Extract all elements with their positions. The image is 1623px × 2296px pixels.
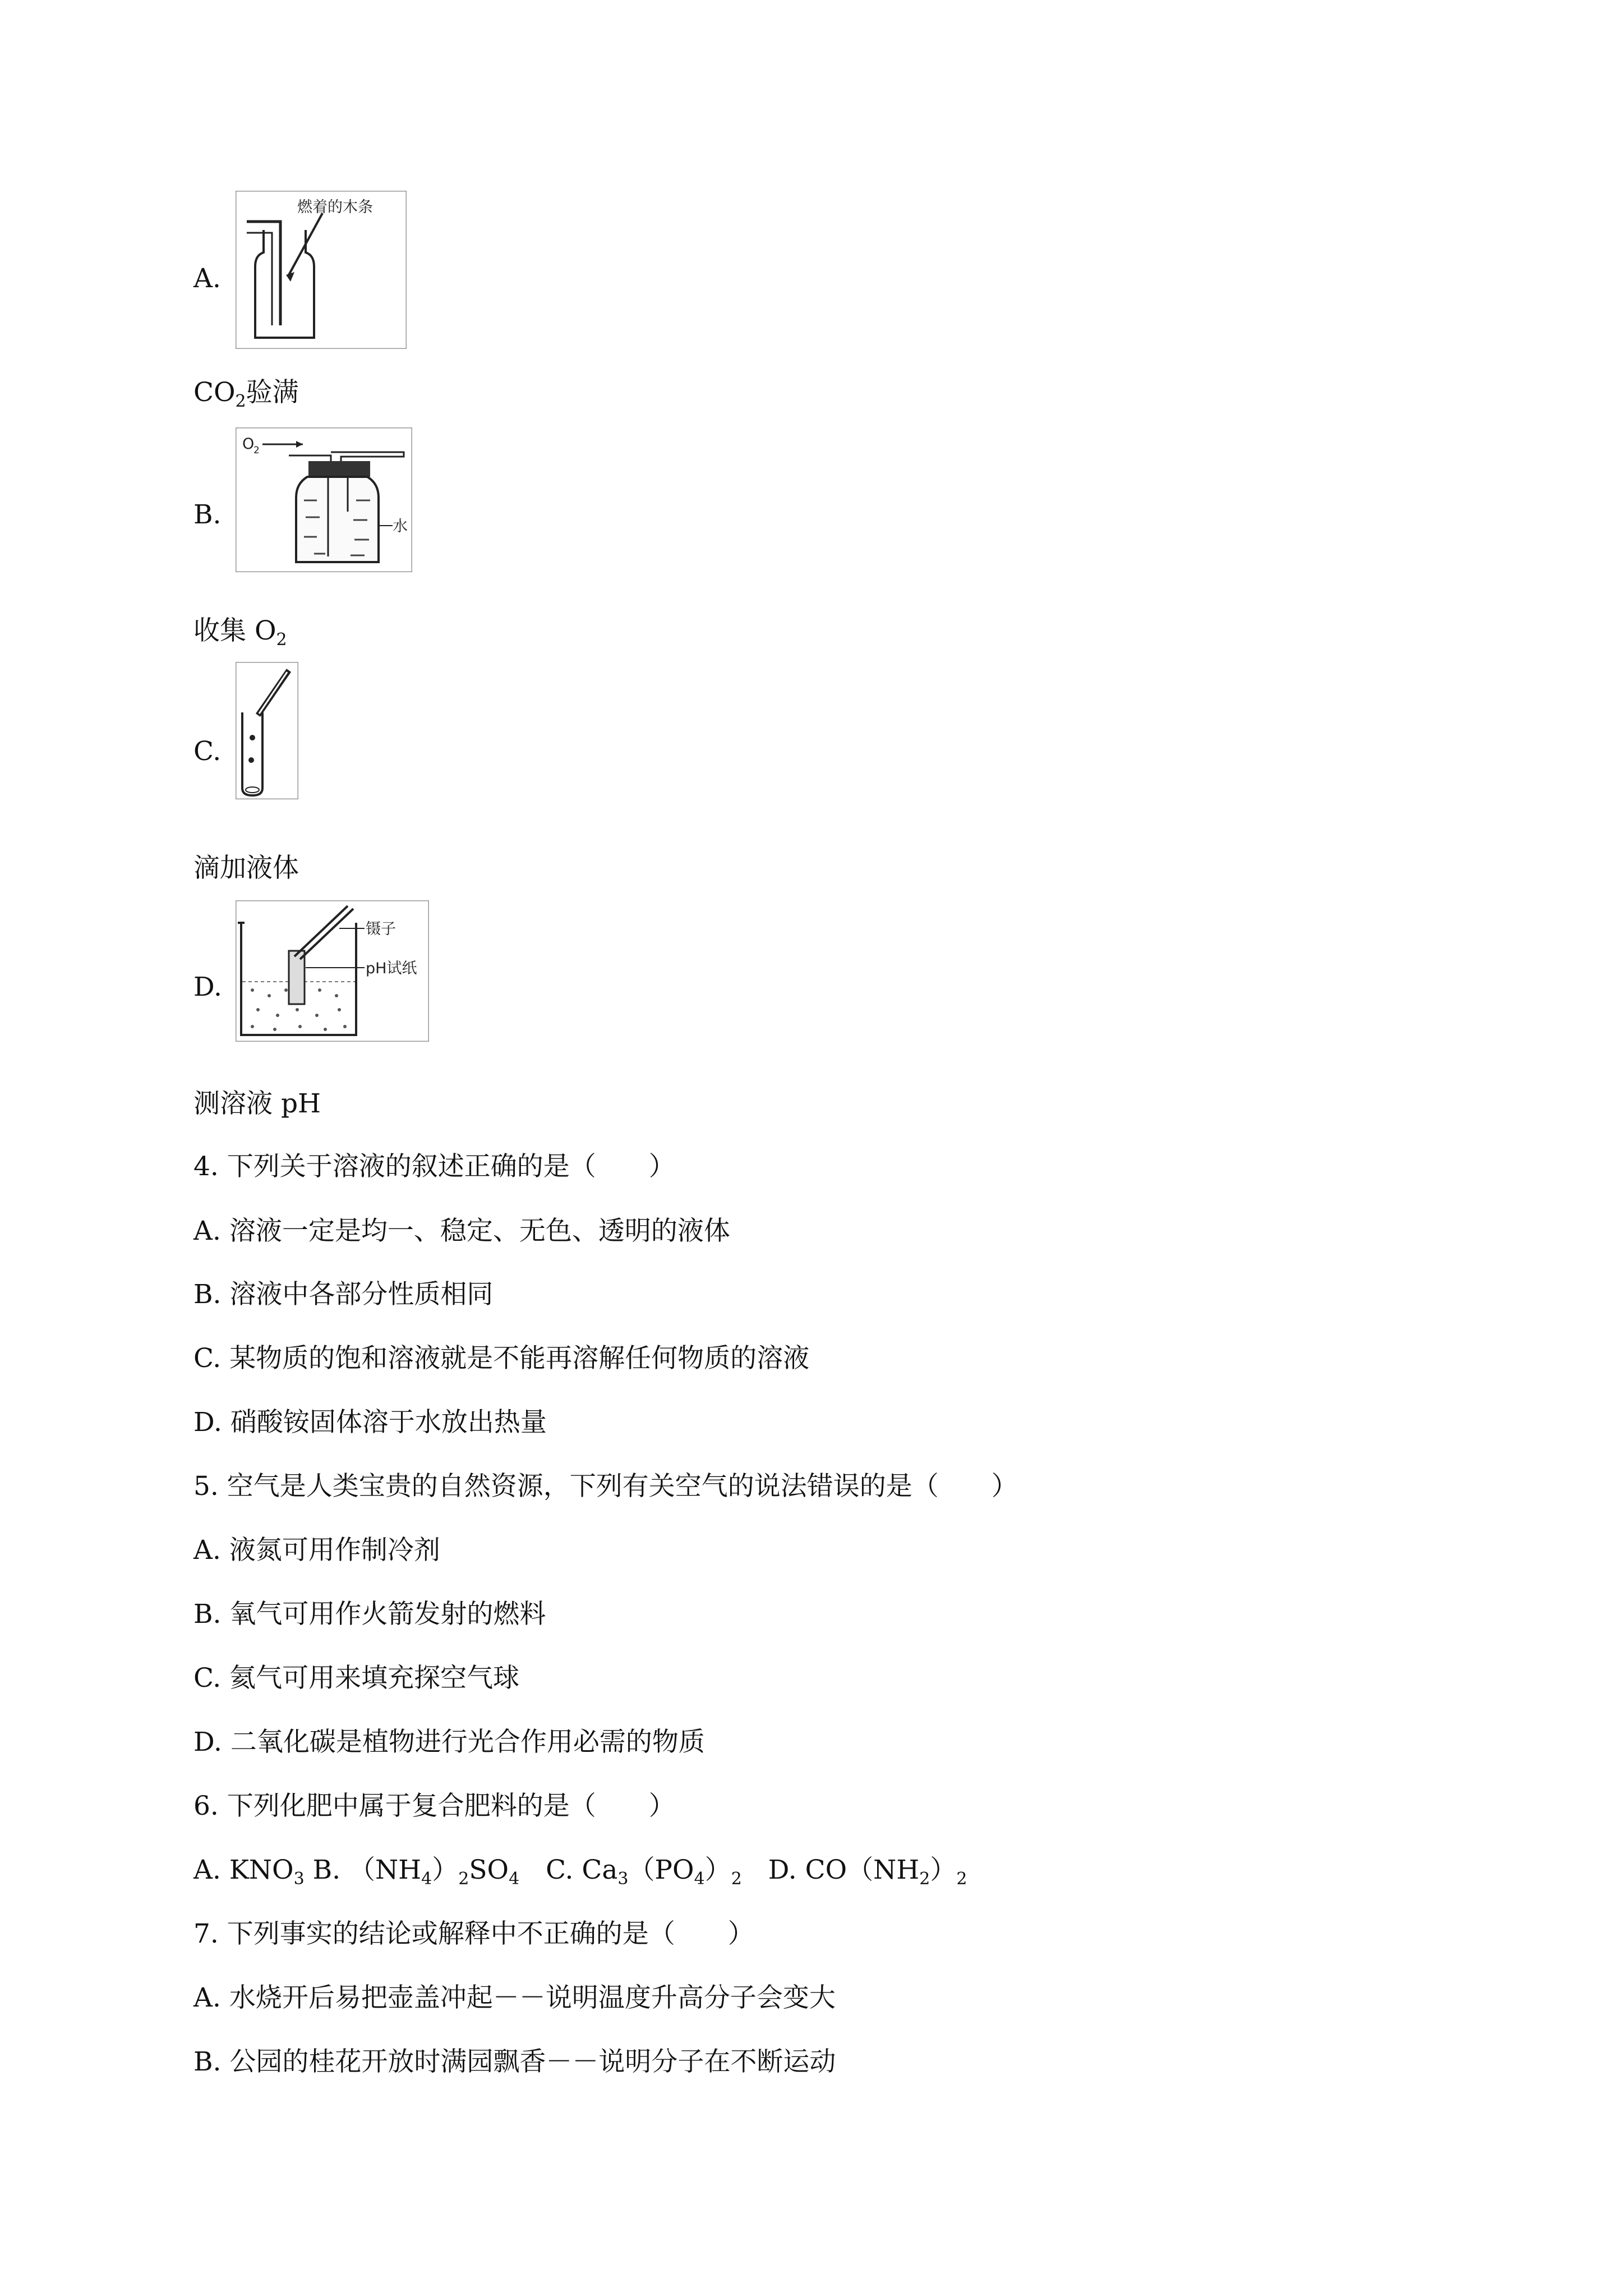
figure-add-liquid — [236, 662, 298, 799]
q7-option-b: B. 公园的桂花开放时满园飘香－－说明分子在不断运动 — [193, 2046, 836, 2077]
q7-option-a: A. 水烧开后易把壶盖冲起－－说明温度升高分子会变大 — [193, 1982, 836, 2013]
figure-co2-test-full — [236, 191, 407, 349]
option-b-label: B. — [193, 499, 222, 530]
svg-text:O: O — [242, 435, 255, 453]
q5-option-d: D. 二氧化碳是植物进行光合作用必需的物质 — [193, 1727, 705, 1757]
q5-stem: 5. 空气是人类宝贵的自然资源，下列有关空气的说法错误的是（ ） — [193, 1471, 1018, 1502]
figure-label-burning-stick: 燃着的木条 — [297, 199, 373, 216]
option-a-label: A. — [193, 263, 221, 294]
q4-option-c: C. 某物质的饱和溶液就是不能再溶解任何物质的溶液 — [193, 1343, 810, 1374]
q5-option-b: B. 氧气可用作火箭发射的燃料 — [193, 1599, 546, 1630]
q4-stem: 4. 下列关于溶液的叙述正确的是（ ） — [193, 1151, 675, 1182]
option-b-caption: 收集 $O_2$ — [193, 615, 287, 650]
q5-option-a: A. 液氮可用作制冷剂 — [193, 1535, 440, 1566]
q5-option-c: C. 氦气可用来填充探空气球 — [193, 1663, 520, 1694]
figure-measure-ph — [236, 900, 429, 1042]
option-c-label: C. — [193, 736, 222, 767]
q4-option-b: B. 溶液中各部分性质相同 — [193, 1279, 494, 1310]
figure-collect-o2 — [236, 427, 412, 572]
q7-stem: 7. 下列事实的结论或解释中不正确的是（ ） — [193, 1918, 754, 1949]
option-d-caption: 测溶液 pH — [193, 1088, 321, 1119]
q6-stem: 6. 下列化肥中属于复合肥料的是（ ） — [193, 1791, 675, 1821]
q4-option-d: D. 硝酸铵固体溶于水放出热量 — [193, 1407, 547, 1438]
svg-text:镊子: 镊子 — [366, 921, 396, 938]
svg-text:pH试纸: pH试纸 — [366, 960, 417, 977]
option-d-label: D. — [193, 972, 222, 1002]
svg-text:水: 水 — [393, 518, 408, 535]
option-c-caption: 滴加液体 — [193, 853, 299, 884]
option-a-caption: $CO_2$验满 — [193, 377, 299, 411]
q6-options: A. $KNO_3$ B. $(NH_4)_2SO_4$ C. $Ca_3(PO_4)_2$ D. $CO(NH_2)_2$ — [193, 1855, 967, 1889]
svg-text:2: 2 — [253, 445, 260, 456]
q4-option-a: A. 溶液一定是均一、稳定、无色、透明的液体 — [193, 1216, 730, 1246]
